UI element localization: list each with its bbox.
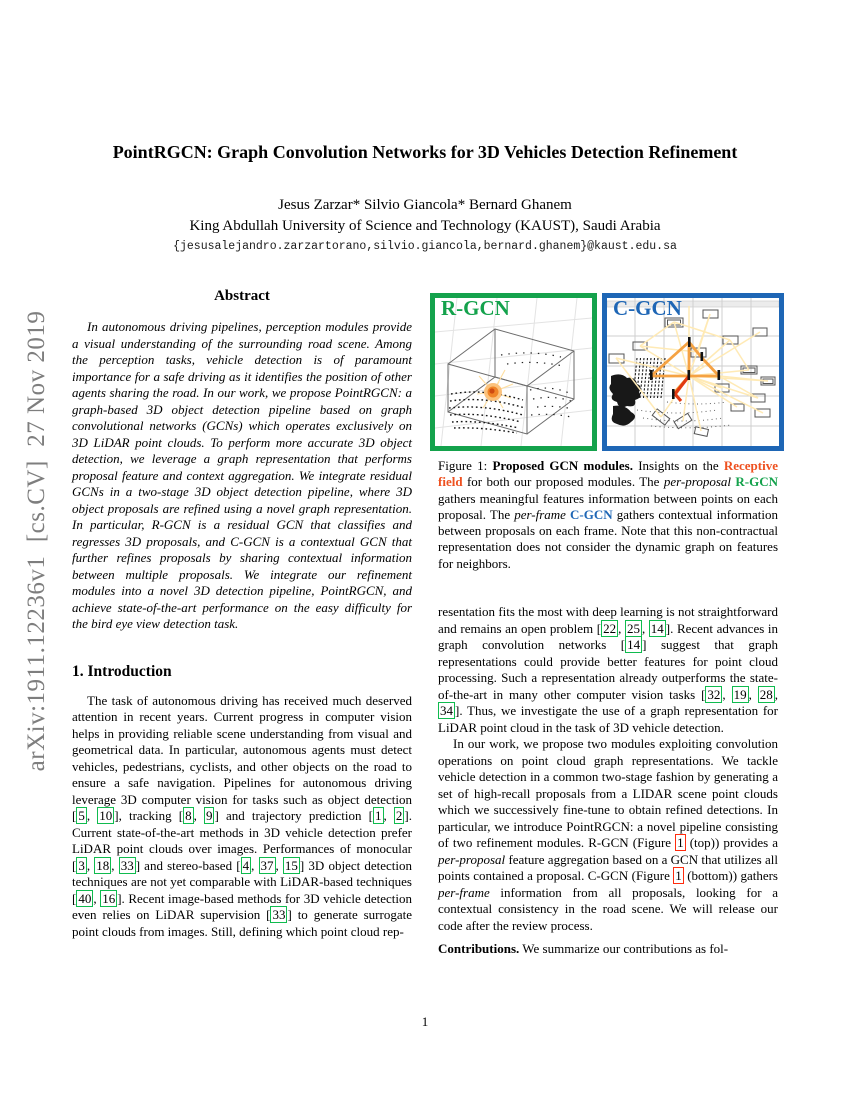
figure-ref[interactable]: 1 (675, 868, 682, 883)
right-paragraph-1 (438, 604, 778, 736)
text-segment: (bottom)) gathers (683, 868, 778, 883)
text-segment: , (275, 857, 283, 873)
text-segment: ] 3D object detection techniques are not yet comparable with LiDAR-based techniques [ (72, 857, 413, 906)
text-segment: ] suggest that graph representations could provide better features for point cloud processing. Such a representation already outperforms the state-of-the-art in many other computer vision tasks [ (438, 637, 779, 702)
text-segment: R-GCN (735, 474, 778, 490)
text-segment: information from all proposals, looking for a contextual consistency in the road scene. We will release our code after the review process. (438, 884, 778, 933)
text-segment: Contributions. (438, 941, 520, 956)
text-segment: , (722, 686, 732, 702)
citation-ref[interactable]: 3 (78, 857, 85, 873)
introduction-heading: 1. Introduction (72, 662, 172, 680)
citation-ref[interactable]: 19 (733, 686, 747, 702)
figure-ref[interactable]: 1 (677, 835, 684, 850)
wireframe-3d-box (448, 329, 574, 434)
citation-ref[interactable]: 10 (99, 808, 113, 823)
text-segment: ]. Recent image-based methods for 3D vehicle detection even relies on LiDAR supervision [ (72, 890, 412, 922)
text-segment: , (193, 808, 204, 823)
text-segment: ] and trajectory prediction [ (214, 808, 374, 823)
citation-ref[interactable]: 15 (284, 857, 298, 873)
text-segment: , (251, 857, 259, 873)
text-segment: ]. Thus, we investigate the use of a graph representation for LiDAR point cloud in the task of 3D vehicle detection. (438, 703, 778, 735)
text-segment: ] to generate surrogate point clouds from images. Still, defining which point cloud rep- (72, 907, 412, 939)
receptive-field-cluster (484, 383, 502, 401)
text-segment: , (774, 686, 778, 702)
point-cloud-blob (609, 374, 640, 407)
figure-1-caption (438, 458, 778, 572)
text-segment: Receptive field (438, 458, 778, 490)
citation-ref[interactable]: 25 (626, 620, 640, 636)
citation-ref[interactable]: 37 (260, 857, 274, 873)
text-segment: ] and stereo-based [ (135, 857, 241, 873)
arxiv-watermark: arXiv:1911.12236v1 [cs.CV] 27 Nov 2019 (23, 310, 50, 772)
citation-ref[interactable]: 34 (440, 703, 453, 718)
citation-ref[interactable]: 4 (242, 857, 250, 873)
citation-ref[interactable]: 9 (205, 808, 213, 823)
figure-panel-cgcn (602, 293, 784, 451)
citation-ref[interactable]: 2 (395, 808, 403, 823)
text-segment: We summarize our contributions as fol- (519, 941, 729, 956)
text-segment: per-frame (514, 506, 566, 522)
affiliation-line: King Abdullah University of Science and Technology (KAUST), Saudi Arabia (189, 218, 661, 234)
text-segment: , (111, 857, 119, 873)
text-segment: , (748, 686, 758, 702)
text-segment: , (383, 808, 394, 823)
text-segment: ]. Current state-of-the-art methods in 3D vehicle detection prefer LiDAR point clouds over images. Performances of monocular [ (72, 808, 413, 873)
text-segment: , (93, 890, 101, 906)
text-segment: Figure 1: (438, 458, 493, 473)
text-segment: Insights on the (633, 458, 724, 473)
text-segment: Proposed GCN modules. (492, 458, 633, 473)
text-segment: C-GCN (570, 506, 613, 522)
text-segment: feature aggregation based on a GCN that utilizes all points contained a proposal. C-GCN (Figure (438, 851, 778, 883)
point-cloud-blob-2 (612, 406, 635, 426)
figure-panel-rgcn (430, 293, 597, 451)
citation-ref[interactable]: 33 (272, 907, 286, 922)
text-segment: , (618, 620, 625, 636)
cgcn-label: C-GCN (613, 296, 682, 320)
citation-ref[interactable]: 40 (78, 890, 92, 906)
text-segment: per-frame (438, 884, 490, 900)
text-segment: gathers meaningful features information between points on each proposal. The (438, 490, 778, 522)
text-segment: ]. Recent advances in graph convolution networks [ (438, 620, 778, 652)
text-segment: per-proposal (438, 851, 506, 867)
citation-ref[interactable]: 5 (78, 808, 85, 823)
text-segment: The task of autonomous driving has received much deserved attention in recent years. Current progress in computer vision helps in providing reliable scene understanding from visual and geometrical data. In particular, autonomous agents must detect vehicles, pedestrians, cyclists, and other objects on the road to ensure a safe navigation. Pipelines for autonomous driving leverage 3D computer vision for tasks such as object detection [ (72, 692, 412, 823)
text-segment: ], tracking [ (114, 808, 184, 823)
text-segment: gathers contextual information between proposals on each frame. Note that this non-contractual representation does not consider the dynamic graph on features for neighbors. (438, 506, 779, 571)
email-line[interactable]: {jesusalejandro.zarzartorano,silvio.giancola,bernard.ghanem}@kaust.edu.sa (173, 240, 677, 253)
left-column (72, 288, 412, 940)
citation-ref[interactable]: 14 (627, 637, 641, 652)
text-segment: (top)) provides a (685, 835, 778, 850)
text-segment: for both our proposed modules. The (462, 474, 664, 490)
text-segment: , (641, 620, 649, 636)
authors-line: Jesus Zarzar* Silvio Giancola* Bernard Ghanem (278, 197, 572, 213)
citation-ref[interactable]: 28 (759, 686, 773, 702)
citation-ref[interactable]: 16 (102, 890, 116, 906)
paper-title: PointRGCN: Graph Convolution Networks for 3D Vehicles Detection Refinement (112, 142, 738, 162)
citation-ref[interactable]: 14 (650, 620, 664, 636)
right-paragraph-2 (438, 736, 778, 934)
text-segment: per-proposal (663, 474, 731, 490)
text-segment: , (86, 857, 95, 873)
citation-ref[interactable]: 32 (707, 686, 721, 702)
citation-ref[interactable]: 33 (120, 857, 134, 873)
introduction-paragraph (72, 693, 412, 941)
right-column (438, 604, 778, 958)
text-segment: , (86, 808, 98, 823)
abstract-heading: Abstract (214, 288, 270, 304)
contributions-paragraph (438, 941, 778, 958)
figure-1 (430, 293, 784, 451)
citation-ref[interactable]: 18 (96, 857, 110, 873)
rgcn-label: R-GCN (441, 296, 510, 320)
citation-ref[interactable]: 22 (603, 620, 617, 636)
citation-ref[interactable]: 1 (375, 808, 382, 823)
citation-ref[interactable]: 8 (185, 808, 192, 823)
text-segment: In our work, we propose two modules exploiting convolution operations on point cloud graph representations. We tackle vehicle detection in a common two-stage fashion by generating a set of high-recall proposals from a LIDAR scene point clouds which we successively fine-tune to obtain refined detections. In particular, we introduce PointRGCN: a novel pipeline consisting of two refinement modules. R-GCN (Figure (438, 736, 778, 850)
text-segment: resentation fits the most with deep learning is not straightforward and remains an open problem [ (438, 604, 778, 636)
abstract-text: In autonomous driving pipelines, perception modules provide a visual understanding of the surrounding road scene. Among the perception tasks, vehicle detection is of paramount importance for a safe driving as it identifies the position of other agents sharing the road. In our work, we propose PointRGCN: a graph-based 3D object detection pipeline based on graph convolutional networks (GCNs) which operates exclusively on 3D LiDAR point clouds. To perform more accurate 3D object detection, we leverage a graph representation that performs proposal feature and context aggregation. We integrate residual GCNs in a two-stage 3D object detection pipeline, where 3D object proposals are refined using a novel graph representation. In particular, R-GCN is a residual GCN that classifies and regresses 3D proposals, and C-GCN is a contextual GCN that further refines proposals by sharing contextual information between multiple proposals. We integrate our refinement modules into a novel 3D detection pipeline, PointRGCN, and achieve state-of-the-art performance on the easy difficulty for the bird eye view detection task. (72, 319, 412, 631)
page-number: 1 (421, 1014, 429, 1029)
